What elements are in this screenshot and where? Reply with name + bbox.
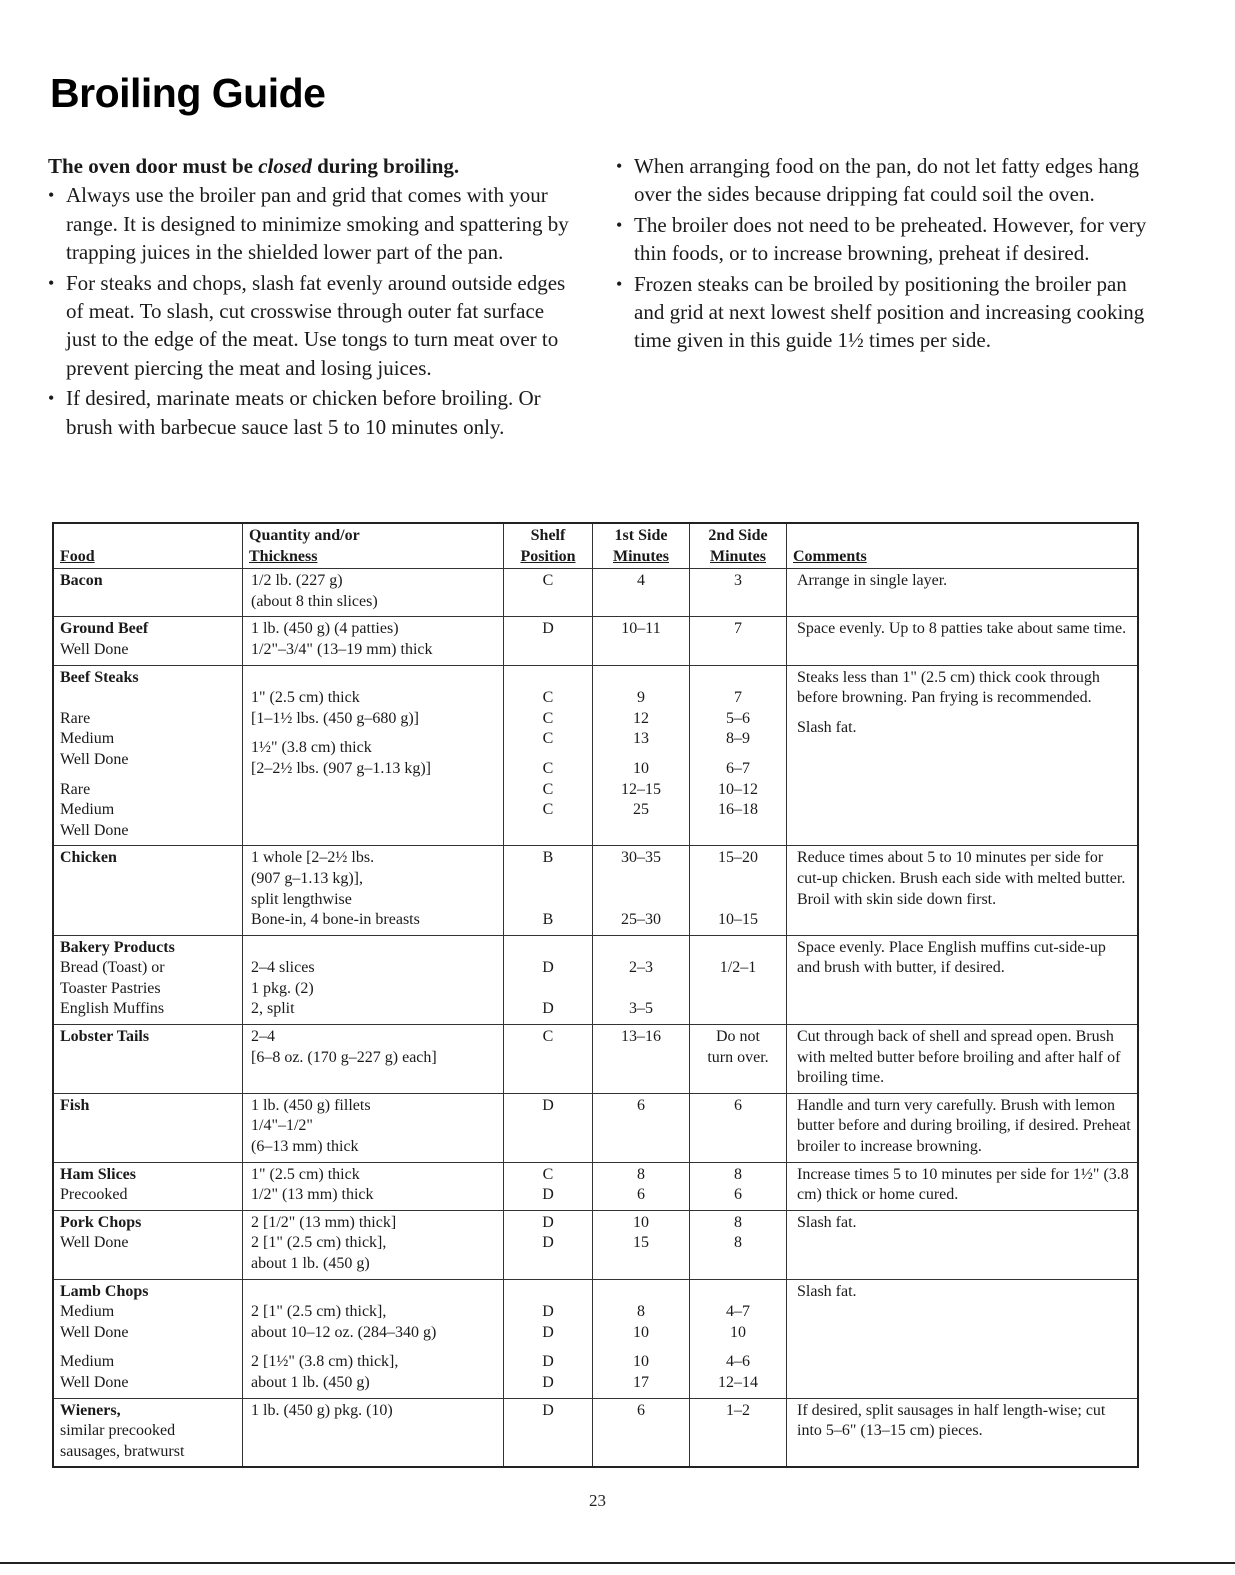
- comments-cell-text: Slash fat.: [797, 1282, 857, 1300]
- food-doneness: Bread (Toast) or Toaster Pastries English Muffins: [60, 959, 165, 1018]
- spacer: [251, 1343, 497, 1352]
- quantity-cell-text: 1 whole [2–2½ lbs. (907 g–1.13 kg)], split lengthwise Bone-in, 4 bone-in breasts: [251, 849, 420, 929]
- first-side-cell-text: 13–16: [621, 1028, 661, 1046]
- food-name: Bakery Products: [60, 938, 175, 956]
- second-side-cell: [690, 617, 787, 665]
- comments-cell-text: Increase times 5 to 10 minutes per side for 1½" (3.8 cm) thick or home cured.: [797, 1165, 1129, 1204]
- comments-cell: [787, 846, 1139, 935]
- first-side-cell: [593, 1025, 690, 1094]
- door-closed-warning: The oven door must be closed during broiling.: [48, 154, 460, 178]
- quantity-cell: [243, 935, 504, 1024]
- table-row: [53, 1025, 1138, 1094]
- second-side-cell-text: 3: [734, 572, 742, 590]
- second-side-cell: [690, 1025, 787, 1094]
- second-side-cell-text: 6: [734, 1096, 742, 1114]
- food-doneness: Medium Well Done: [60, 1303, 129, 1341]
- quantity-cell-text: 2–4 [6–8 oz. (170 g–227 g) each]: [251, 1028, 437, 1066]
- quantity-cell: [243, 1093, 504, 1162]
- quantity-cell-text: 2 [1/2" (13 mm) thick] 2 [1" (2.5 cm) thick], about 1 lb. (450 g): [251, 1213, 397, 1272]
- shelf-cell: [504, 846, 593, 935]
- second-side-cell-text: 8 8: [734, 1213, 742, 1252]
- quantity-cell: [243, 846, 504, 935]
- food-name: Lobster Tails: [60, 1028, 150, 1046]
- shelf-cell: [504, 569, 593, 617]
- second-side-cell: [690, 569, 787, 617]
- shelf-cell-text: D D: [542, 1213, 554, 1252]
- quantity-cell: [243, 617, 504, 665]
- food-cell: [53, 1025, 243, 1094]
- first-side-cell: [593, 569, 690, 617]
- comments-cell: [787, 617, 1139, 665]
- table-row: [53, 1162, 1138, 1210]
- second-side-cell: [690, 1210, 787, 1279]
- quantity-cell-text: 2–4 slices 1 pkg. (2) 2, split: [251, 959, 315, 1018]
- right-bullet-list: [616, 152, 1161, 355]
- first-side-cell: [593, 1093, 690, 1162]
- second-side-cell: [690, 935, 787, 1024]
- shelf-cell-text: D D: [542, 1353, 554, 1391]
- shelf-cell-text: C: [542, 572, 554, 590]
- left-bullet-list: [48, 181, 578, 441]
- second-side-cell-text: 1/2–1: [719, 959, 757, 977]
- first-side-cell-text: 8 6: [637, 1165, 645, 1204]
- shelf-cell: [504, 665, 593, 846]
- food-name: Ham Slices: [60, 1165, 136, 1183]
- comments-cell-text: Handle and turn very carefully. Brush with lemon butter before and during broiling, if desired. Preheat broiler to increase browning.: [797, 1096, 1131, 1156]
- food-doneness: Precooked: [60, 1186, 128, 1204]
- comments-cell: [787, 1162, 1139, 1210]
- header-second-side: 2nd Side Minutes: [690, 523, 787, 569]
- first-side-cell-text: 9 12 13: [633, 689, 649, 748]
- food-cell: [53, 665, 243, 846]
- quantity-cell: [243, 1210, 504, 1279]
- bullet-item: • For steaks and chops, slash fat evenly around outside edges of meat. To slash, cut crosswise through outer fat surface just to the edge of the meat. Use tongs to turn meat over to prevent piercing the meat and losing juices.: [48, 269, 578, 383]
- shelf-cell-text: D D: [542, 959, 554, 1018]
- second-side-cell: [690, 1162, 787, 1210]
- table-row: [53, 1279, 1138, 1398]
- header-comments: Comments: [787, 523, 1139, 569]
- first-side-cell-text: 8 10: [633, 1303, 649, 1341]
- bullet-item: • Always use the broiler pan and grid that comes with your range. It is designed to minimize smoking and spattering by trapping juices in the shielded lower part of the pan.: [48, 181, 578, 266]
- food-name: Bacon: [60, 572, 103, 590]
- food-name: Wieners,: [60, 1401, 121, 1419]
- comments-cell-text: Slash fat.: [797, 718, 857, 736]
- first-side-cell-text: 6: [637, 1096, 645, 1114]
- shelf-cell: [504, 1162, 593, 1210]
- first-side-cell: [593, 617, 690, 665]
- quantity-cell: [243, 1025, 504, 1094]
- shelf-cell-text: D: [542, 1401, 554, 1419]
- shelf-cell: [504, 1093, 593, 1162]
- comments-cell-text: Cut through back of shell and spread open. Brush with melted butter before broiling and after half of broiling time.: [797, 1028, 1121, 1087]
- bullet-item: • If desired, marinate meats or chicken before broiling. Or brush with barbecue sauce last 5 to 10 minutes only.: [48, 384, 578, 441]
- shelf-cell: [504, 617, 593, 665]
- food-cell: [53, 935, 243, 1024]
- spacer: [599, 750, 683, 759]
- quantity-cell: [243, 1398, 504, 1467]
- first-side-cell: [593, 1279, 690, 1398]
- table-row: [53, 935, 1138, 1024]
- quantity-cell-text: 2 [1½" (3.8 cm) thick], about 1 lb. (450 g): [251, 1353, 399, 1391]
- shelf-cell-text: D D: [542, 1303, 554, 1341]
- first-side-cell: [593, 1398, 690, 1467]
- comments-cell-text: Slash fat.: [797, 1213, 857, 1231]
- spacer: [696, 750, 780, 759]
- table-row: [53, 665, 1138, 846]
- first-side-cell: [593, 935, 690, 1024]
- shelf-cell: [504, 1279, 593, 1398]
- quantity-cell: [243, 665, 504, 846]
- second-side-cell-text: 6–7 10–12 16–18: [718, 759, 758, 819]
- table-row: [53, 1398, 1138, 1467]
- header-first-side: 1st Side Minutes: [593, 523, 690, 569]
- table-body: [53, 569, 1138, 1468]
- food-name: Ground Beef: [60, 620, 149, 638]
- quantity-cell-text: 1 lb. (450 g) fillets 1/4"–1/2" (6–13 mm) thick: [251, 1096, 371, 1156]
- food-cell: [53, 1210, 243, 1279]
- header-quantity: Quantity and/or Thickness: [243, 523, 504, 569]
- food-cell: [53, 846, 243, 935]
- shelf-cell-text: B B: [542, 849, 554, 929]
- broiling-guide-table: [52, 522, 1139, 1468]
- bottom-rule: [0, 1562, 1235, 1564]
- second-side-cell-text: 1–2: [726, 1401, 750, 1419]
- table-header-row: [53, 523, 1138, 569]
- comments-cell: [787, 665, 1139, 846]
- shelf-cell: [504, 1025, 593, 1094]
- first-side-cell-text: 10 15: [633, 1213, 649, 1252]
- comments-cell: [787, 1093, 1139, 1162]
- table-row: [53, 846, 1138, 935]
- second-side-cell-text: 15–20 10–15: [718, 849, 758, 929]
- food-cell: [53, 569, 243, 617]
- second-side-cell: [690, 1398, 787, 1467]
- header-food: Food: [53, 523, 243, 569]
- food-name: Fish: [60, 1096, 90, 1114]
- second-side-cell: [690, 665, 787, 846]
- quantity-cell-text: 1/2 lb. (227 g) (about 8 thin slices): [251, 572, 378, 610]
- page-number: 23: [589, 1491, 606, 1510]
- spacer: [510, 750, 586, 759]
- second-side-cell-text: 4–7 10: [726, 1303, 750, 1341]
- first-side-cell: [593, 1162, 690, 1210]
- quantity-cell-text: 2 [1" (2.5 cm) thick], about 10–12 oz. (284–340 g): [251, 1303, 437, 1341]
- second-side-cell-text: 7: [734, 620, 742, 638]
- quantity-cell-text: 1 lb. (450 g) pkg. (10): [251, 1401, 393, 1419]
- bullet-item: • When arranging food on the pan, do not let fatty edges hang over the sides because dripping fat could soil the oven.: [616, 152, 1161, 209]
- food-cell: [53, 1093, 243, 1162]
- second-side-cell: [690, 846, 787, 935]
- first-side-cell-text: 2–3 3–5: [629, 959, 653, 1018]
- shelf-cell-text: D: [542, 1096, 554, 1114]
- comments-cell-text: If desired, split sausages in half length-wise; cut into 5–6" (13–15 cm) pieces.: [797, 1401, 1106, 1440]
- food-doneness: similar precooked sausages, bratwurst: [60, 1422, 185, 1460]
- table-row: [53, 569, 1138, 617]
- comments-cell-text: Space evenly. Place English muffins cut-side-up and brush with butter, if desired.: [797, 938, 1106, 977]
- comments-cell: [787, 569, 1139, 617]
- quantity-cell: [243, 1162, 504, 1210]
- spacer: [797, 1302, 1131, 1311]
- first-side-cell-text: 4: [637, 572, 645, 590]
- quantity-cell-text: 1" (2.5 cm) thick [1–1½ lbs. (450 g–680 g)]: [251, 689, 419, 727]
- comments-cell: [787, 1279, 1139, 1398]
- spacer: [797, 709, 1131, 718]
- first-side-cell: [593, 846, 690, 935]
- spacer: [60, 771, 236, 780]
- second-side-cell-text: Do not turn over.: [707, 1028, 769, 1066]
- first-side-cell: [593, 1210, 690, 1279]
- first-side-cell-text: 6: [637, 1401, 645, 1419]
- comments-cell-text: Space evenly. Up to 8 patties take about same time.: [797, 620, 1127, 638]
- shelf-cell: [504, 1210, 593, 1279]
- header-shelf: Shelf Position: [504, 523, 593, 569]
- comments-cell: [787, 1398, 1139, 1467]
- spacer: [696, 1343, 780, 1352]
- page-title: Broiling Guide: [50, 70, 326, 116]
- first-side-cell: [593, 665, 690, 846]
- shelf-cell-text: C C C: [542, 689, 554, 748]
- food-cell-text: Medium Well Done: [60, 1353, 129, 1391]
- first-side-cell-text: 10 12–15 25: [621, 759, 661, 819]
- spacer: [251, 729, 497, 738]
- comments-cell-text: Steaks less than 1" (2.5 cm) thick cook through before browning. Pan frying is recommended.: [797, 668, 1100, 707]
- table-row: [53, 1093, 1138, 1162]
- comments-cell: [787, 1210, 1139, 1279]
- comments-cell: [787, 935, 1139, 1024]
- food-name: Chicken: [60, 849, 117, 867]
- second-side-cell: [690, 1093, 787, 1162]
- shelf-cell-text: C: [542, 1028, 554, 1046]
- bullet-item: • Frozen steaks can be broiled by positioning the broiler pan and grid at next lowest shelf position and increasing cooking time given in this guide 1½ times per side.: [616, 270, 1161, 355]
- spacer: [510, 1343, 586, 1352]
- bullet-item: • The broiler does not need to be preheated. However, for very thin foods, or to increase browning, preheat if desired.: [616, 211, 1161, 268]
- food-doneness: Rare Medium Well Done: [60, 709, 129, 768]
- food-cell: [53, 1279, 243, 1398]
- second-side-cell-text: 8 6: [734, 1165, 742, 1204]
- comments-cell-text: Arrange in single layer.: [797, 572, 948, 590]
- food-doneness: Well Done: [60, 640, 129, 658]
- shelf-cell-text: D: [542, 620, 554, 638]
- quantity-cell-text: 1½" (3.8 cm) thick [2–2½ lbs. (907 g–1.13 kg)]: [251, 739, 431, 777]
- food-cell: [53, 617, 243, 665]
- quantity-cell: [243, 1279, 504, 1398]
- shelf-cell-text: C D: [542, 1165, 554, 1204]
- spacer: [60, 1343, 236, 1352]
- table-row: [53, 1210, 1138, 1279]
- food-cell-text: Rare Medium Well Done: [60, 780, 129, 839]
- shelf-cell-text: C C C: [542, 759, 554, 819]
- second-side-cell: [690, 1279, 787, 1398]
- food-name: Lamb Chops: [60, 1282, 149, 1300]
- table-row: [53, 617, 1138, 665]
- first-side-cell-text: 10 17: [633, 1353, 649, 1391]
- second-side-cell-text: 7 5–6 8–9: [726, 689, 750, 748]
- second-side-cell-text: 4–6 12–14: [718, 1353, 758, 1391]
- quantity-cell: [243, 569, 504, 617]
- comments-cell-text: Reduce times about 5 to 10 minutes per side for cut-up chicken. Brush each side with melted butter. Broil with skin side down first.: [797, 849, 1126, 908]
- intro-left-column: [48, 152, 578, 443]
- shelf-cell: [504, 935, 593, 1024]
- spacer: [599, 1343, 683, 1352]
- food-name: Pork Chops: [60, 1213, 142, 1231]
- food-cell: [53, 1398, 243, 1467]
- shelf-cell: [504, 1398, 593, 1467]
- quantity-cell-text: 1" (2.5 cm) thick 1/2" (13 mm) thick: [251, 1165, 374, 1204]
- food-cell: [53, 1162, 243, 1210]
- intro-right-column: [616, 152, 1161, 357]
- first-side-cell-text: 10–11: [621, 620, 661, 638]
- quantity-cell-text: 1 lb. (450 g) (4 patties) 1/2"–3/4" (13–19 mm) thick: [251, 620, 433, 658]
- comments-cell: [787, 1025, 1139, 1094]
- food-doneness: Well Done: [60, 1234, 129, 1252]
- first-side-cell-text: 30–35 25–30: [621, 849, 661, 929]
- food-name: Beef Steaks: [60, 668, 139, 686]
